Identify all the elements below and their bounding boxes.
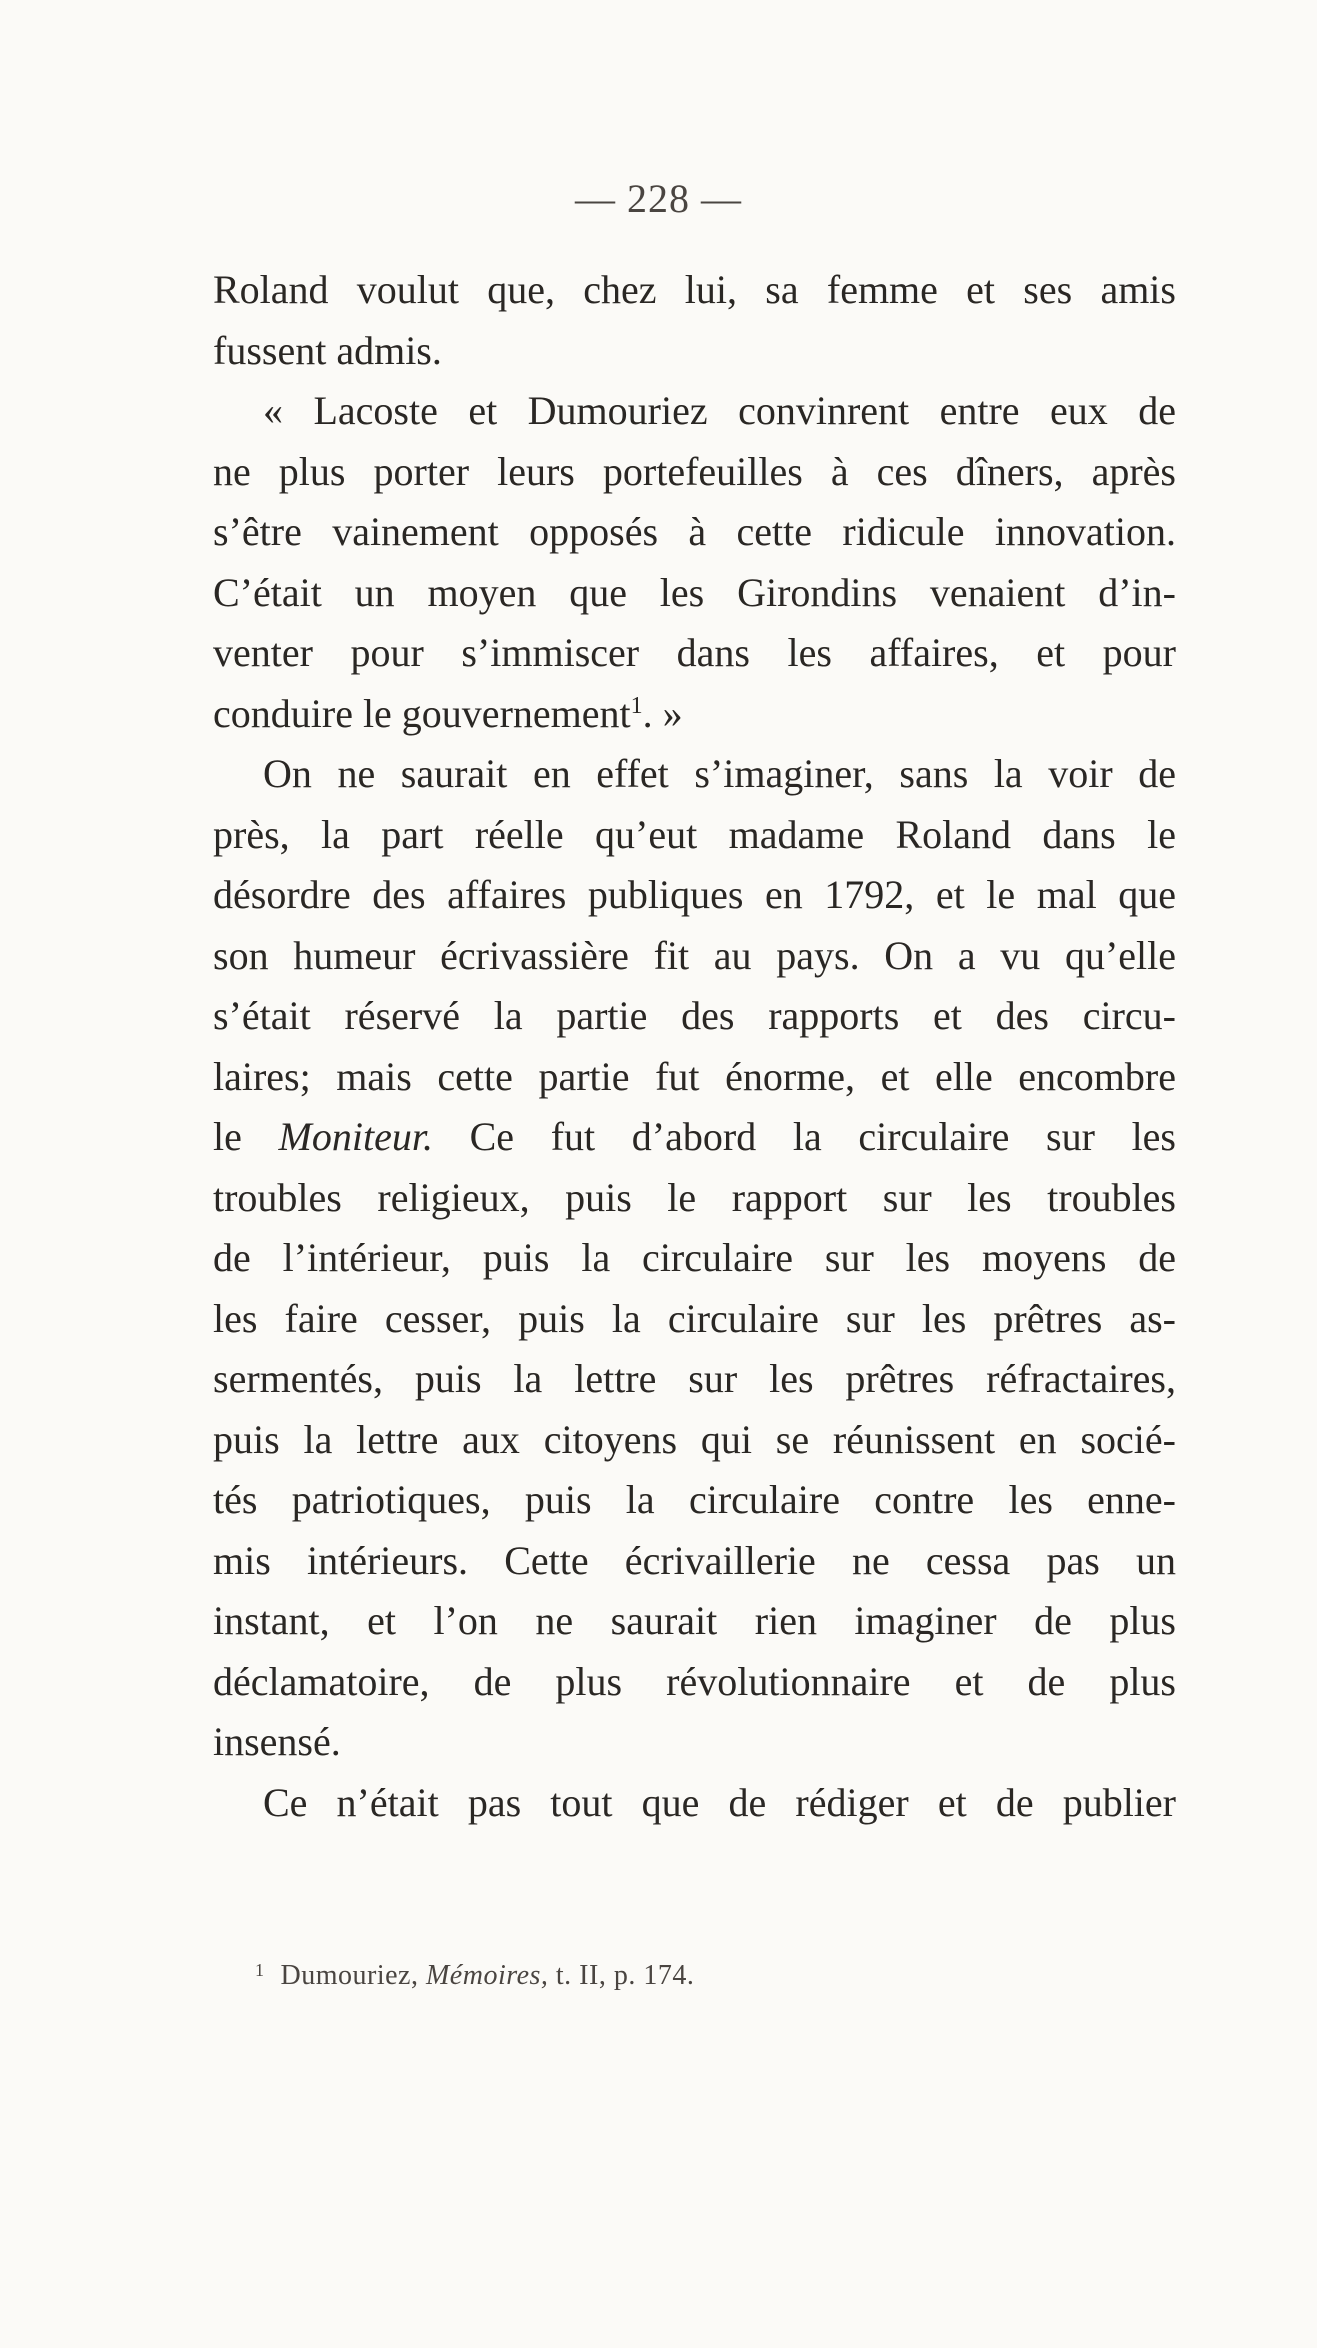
text-line: de l’intérieur, puis la circulaire sur les moyens de (213, 1235, 1176, 1280)
text-line: son humeur écrivassière fit au pays. On a vu qu’elle (213, 932, 1176, 978)
text-line (213, 684, 1176, 745)
text-line: venter pour s’immiscer dans les affaires, et pour (213, 630, 1176, 675)
text-line: laires; mais cette partie fut énorme, et elle encombre (213, 1053, 1176, 1099)
page-number: — 228 — (575, 176, 742, 221)
text-line: s’était réservé la partie des rapports et des circu- (213, 993, 1176, 1038)
text-line: Roland voulut que, chez lui, sa femme et ses amis (213, 267, 1176, 312)
text-line: les faire cesser, puis la circulaire sur les prêtres as- (213, 1295, 1176, 1341)
footnote-author: Dumouriez, (280, 1960, 419, 1991)
line-text: le (213, 1114, 242, 1159)
text-line: instant, et l’on ne saurait rien imaginer de plus (213, 1598, 1176, 1643)
footnote-reference: 1 (630, 692, 643, 719)
text-line: près, la part réelle qu’eut madame Roland dans le (213, 811, 1176, 857)
text-line: fussent admis. (213, 327, 442, 373)
footnote-marker: 1 (255, 1960, 265, 1980)
footnote-reference-detail: t. II, p. 174. (555, 1960, 695, 1991)
text-line: sermentés, puis la lettre sur les prêtres réfractaires, (213, 1356, 1176, 1401)
text-line: s’être vainement opposés à cette ridicule innovation. (213, 509, 1176, 554)
line-text: conduire le gouvernement (213, 690, 631, 736)
text-line: troubles religieux, puis le rapport sur les troubles (213, 1174, 1176, 1220)
paragraph-start: On ne saurait en effet s’imaginer, sans la voir de (263, 751, 1176, 796)
line-text: Ce fut d’abord la circulaire sur les (469, 1114, 1176, 1159)
footnote-work-title: Mémoires, (425, 1960, 549, 1991)
text-line: mis intérieurs. Cette écrivaillerie ne cessa pas un (213, 1537, 1176, 1583)
text-line: puis la lettre aux citoyens qui se réunissent en socié- (213, 1416, 1176, 1462)
text-line: C’était un moyen que les Girondins venaient d’in- (213, 569, 1176, 615)
text-line: ne plus porter leurs portefeuilles à ces dîners, après (213, 448, 1176, 494)
text-line: tés patriotiques, puis la circulaire contre les enne- (213, 1477, 1176, 1522)
line-text: . » (642, 690, 683, 736)
paragraph-start: Ce n’était pas tout que de rédiger et de publier (263, 1779, 1176, 1825)
text-line: insensé. (213, 1719, 341, 1764)
periodical-title: Moniteur. (278, 1114, 433, 1159)
footnote (255, 1960, 694, 1992)
text-line: désordre des affaires publiques en 1792, et le mal que (213, 872, 1176, 917)
text-line: déclamatoire, de plus révolutionnaire et de plus (213, 1658, 1176, 1704)
body-text (213, 260, 1176, 1833)
quote-paragraph-start: « Lacoste et Dumouriez convinrent entre eux de (263, 388, 1176, 433)
text-line (213, 1107, 1176, 1168)
